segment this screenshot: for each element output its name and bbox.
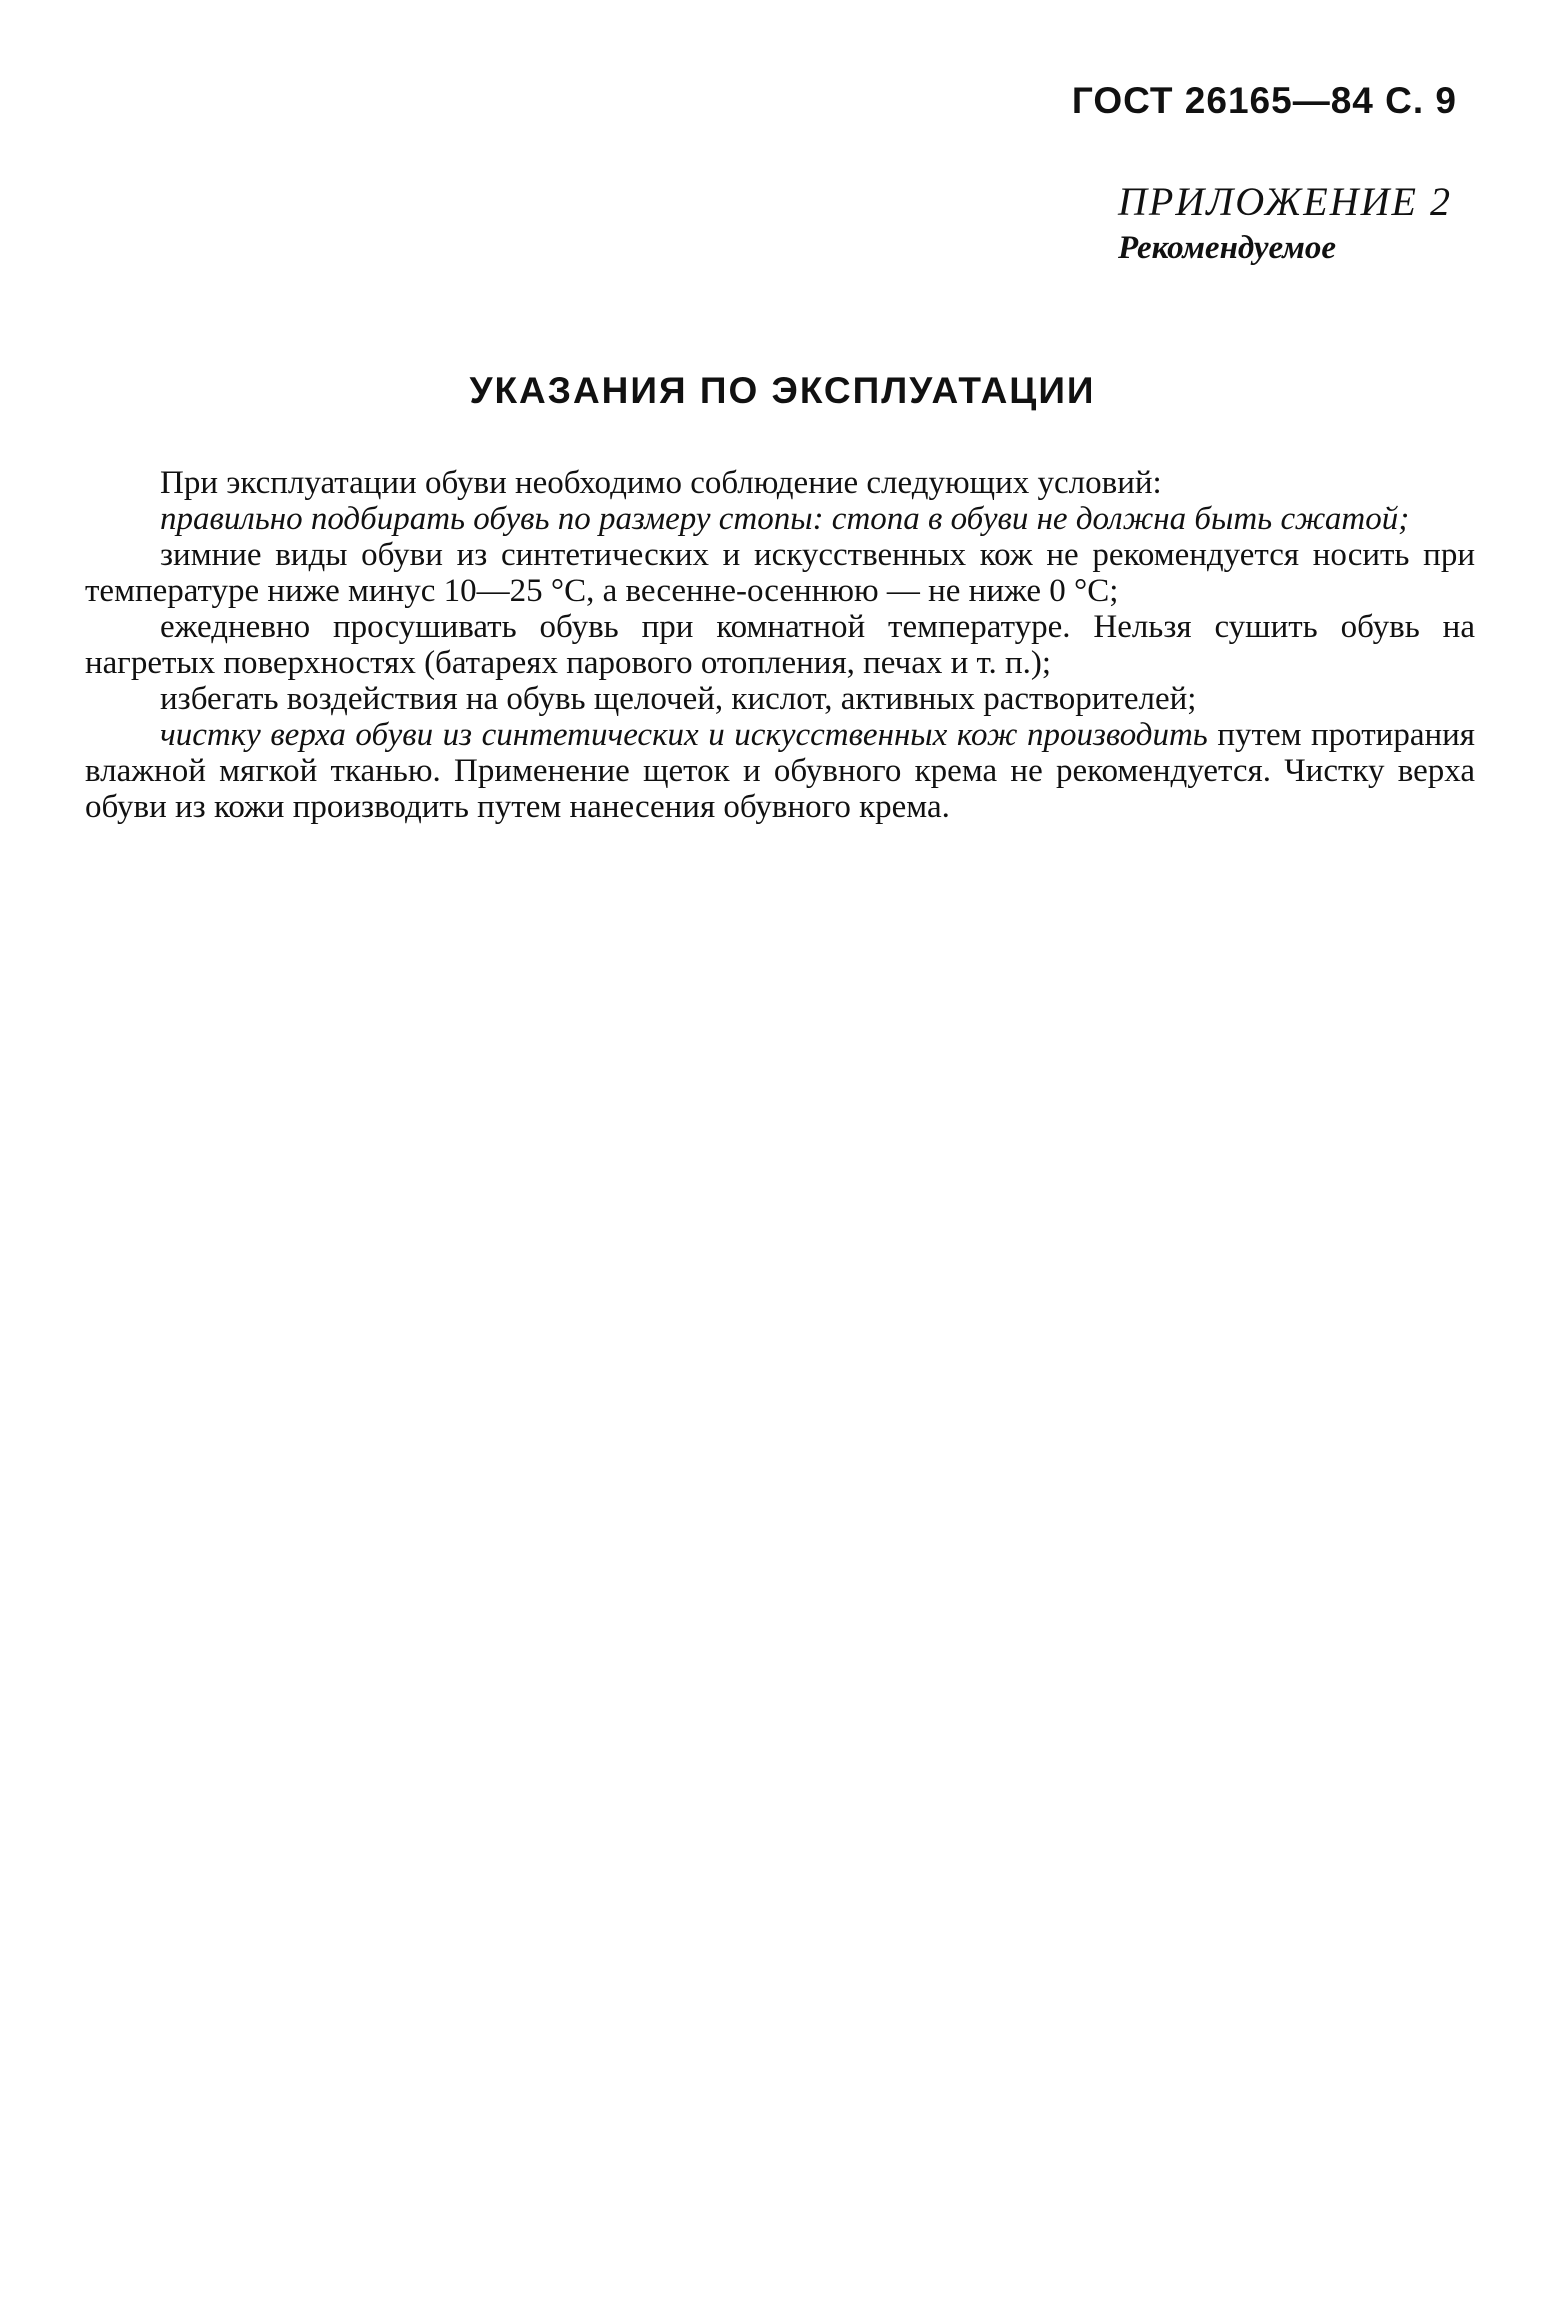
paragraph-cleaning-rest: путем протирания влажной мягкой тканью. Применение щеток и обувного крема не рекомендуется. Чистку верха обуви из кожи производить путем нанесения обувного крема. — [85, 717, 1475, 825]
appendix-subtitle: Рекомендуемое — [1118, 230, 1337, 266]
page-header: ГОСТ 26165—84 С. 9 — [1071, 80, 1457, 121]
paragraph-fit: правильно подбирать обувь по размеру стопы: стопа в обуви не должна быть сжатой; — [160, 501, 1410, 537]
appendix-title: ПРИЛОЖЕНИЕ 2 — [1118, 179, 1452, 224]
paragraph-chemicals: избегать воздействия на обувь щелочей, кислот, активных растворителей; — [160, 681, 1197, 717]
appendix-label — [1118, 178, 1498, 270]
paragraph-winter: зимние виды обуви из синтетических и искусственных кож не рекомендуется носить при температуре ниже минус 10—25 °С, а весенне-осеннюю — не ниже 0 °С; — [85, 537, 1475, 609]
body-text — [85, 465, 1475, 825]
paragraph-intro: При эксплуатации обуви необходимо соблюдение следующих условий: — [160, 465, 1162, 501]
section-title: УКАЗАНИЯ ПО ЭКСПЛУАТАЦИИ — [469, 370, 1096, 411]
paragraph-cleaning — [85, 717, 1475, 825]
paragraph-drying: ежедневно просушивать обувь при комнатной температуре. Нельзя сушить обувь на нагретых поверхностях (батареях парового отопления, печах и т. п.); — [85, 609, 1475, 681]
paragraph-cleaning-lead: чистку верха обуви из синтетических и искусственных кож производить — [160, 717, 1208, 753]
